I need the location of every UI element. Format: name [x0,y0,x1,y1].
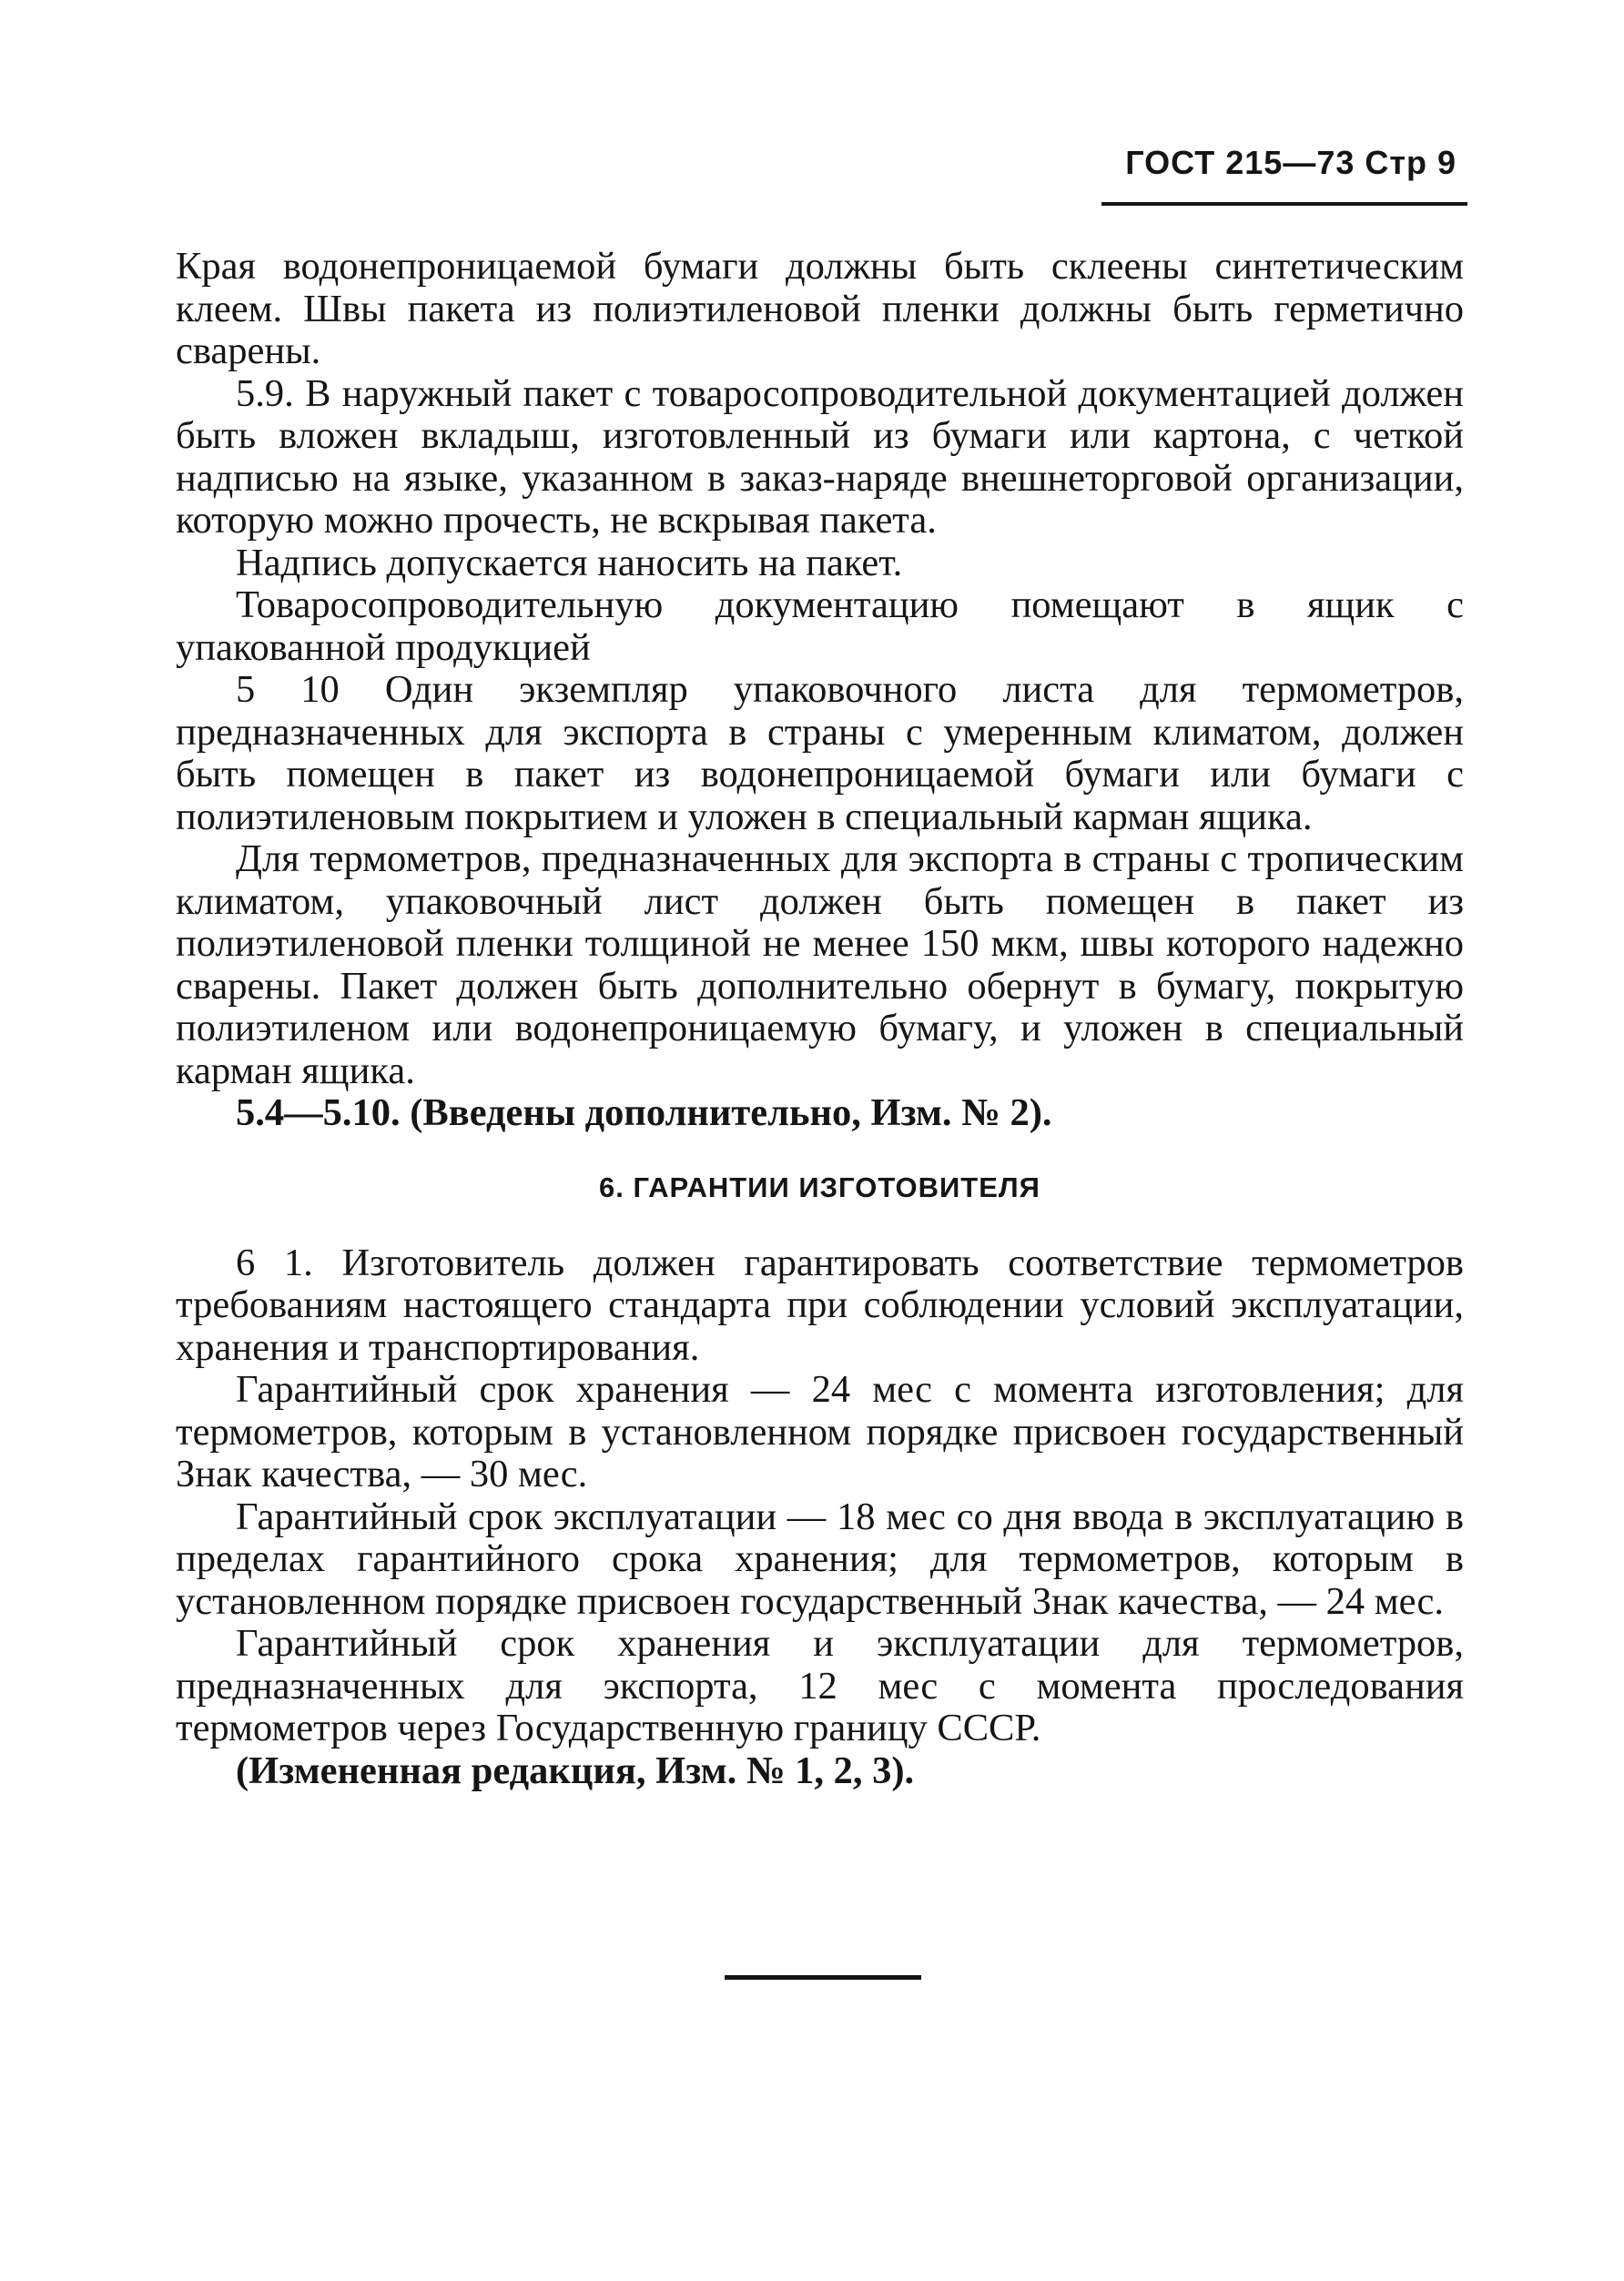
paragraph-label-on-package: Надпись допускается наносить на пакет. [236,541,903,584]
amendment-note-1-2-3: (Измененная редакция, Изм. № 1, 2, 3). [236,1749,915,1792]
paragraph-edges-glued: Края водонепроницаемой бумаги должны быть склеены синтетическим клеем. Швы пакета из полиэтиленовой пленки должны быть герметично сварены. [176,245,1464,372]
header-rule [1101,202,1467,206]
paragraph-5-10: 5 10 Один экземпляр упаковочного листа для термометров, предназначенных для экспорта в страны с умеренным климатом, должен быть помещен в пакет из водонепроницаемой бумаги или бумаги с полиэтиленовым покрытием и уложен в специальный карман ящика. [176,668,1464,838]
paragraph-tropical-climate: Для термометров, предназначенных для экспорта в страны с тропическим климатом, упаковочный лист должен быть помещен в пакет из полиэтиленовой пленки толщиной не менее 150 мкм, швы которого надежно сварены. Пакет должен быть дополнительно обернут в бумагу, покрытую полиэтиленом или водонепроницаемую бумагу, и уложен в специальный карман ящика. [176,837,1464,1092]
page-header: ГОСТ 215—73 Стр 9 [1125,144,1457,181]
paragraph-storage-warranty: Гарантийный срок хранения — 24 мес с момента изготовления; для термометров, которым в установленном порядке присвоен государственный Знак качества, — 30 мес. [176,1368,1464,1495]
paragraph-documentation-in-box: Товаросопроводительную документацию помещают в ящик с упакованной продукцией [176,583,1464,669]
paragraph-5-9: 5.9. В наружный пакет с товаросопроводительной документацией должен быть вложен вкладыш, изготовленный из бумаги или картона, с четкой надписью на языке, указанном в заказ-наряде внешнеторговой организации, которую можно прочесть, не вскрывая пакета. [176,371,1464,542]
paragraph-operation-warranty: Гарантийный срок эксплуатации — 18 мес со дня ввода в эксплуатацию в пределах гарантийного срока хранения; для термометров, которым в установленном порядке присвоен государственный Знак качества, — 24 мес. [176,1495,1464,1623]
paragraph-export-warranty: Гарантийный срок хранения и эксплуатации для термометров, предназначенных для экспорта, 12 мес с момента проследования термометров через Государственную границу СССР. [176,1622,1464,1749]
document-body [176,246,1464,1792]
paragraph-6-1: 6 1. Изготовитель должен гарантировать соответствие термометров требованиям настоящего стандарта при соблюдении условий эксплуатации, хранения и транспортирования. [176,1241,1464,1369]
end-rule [725,1975,921,1980]
section-title: 6. ГАРАНТИИ ИЗГОТОВИТЕЛЯ [599,1171,1040,1203]
amendment-note-2: 5.4—5.10. (Введены дополнительно, Изм. № 2). [236,1091,1052,1134]
